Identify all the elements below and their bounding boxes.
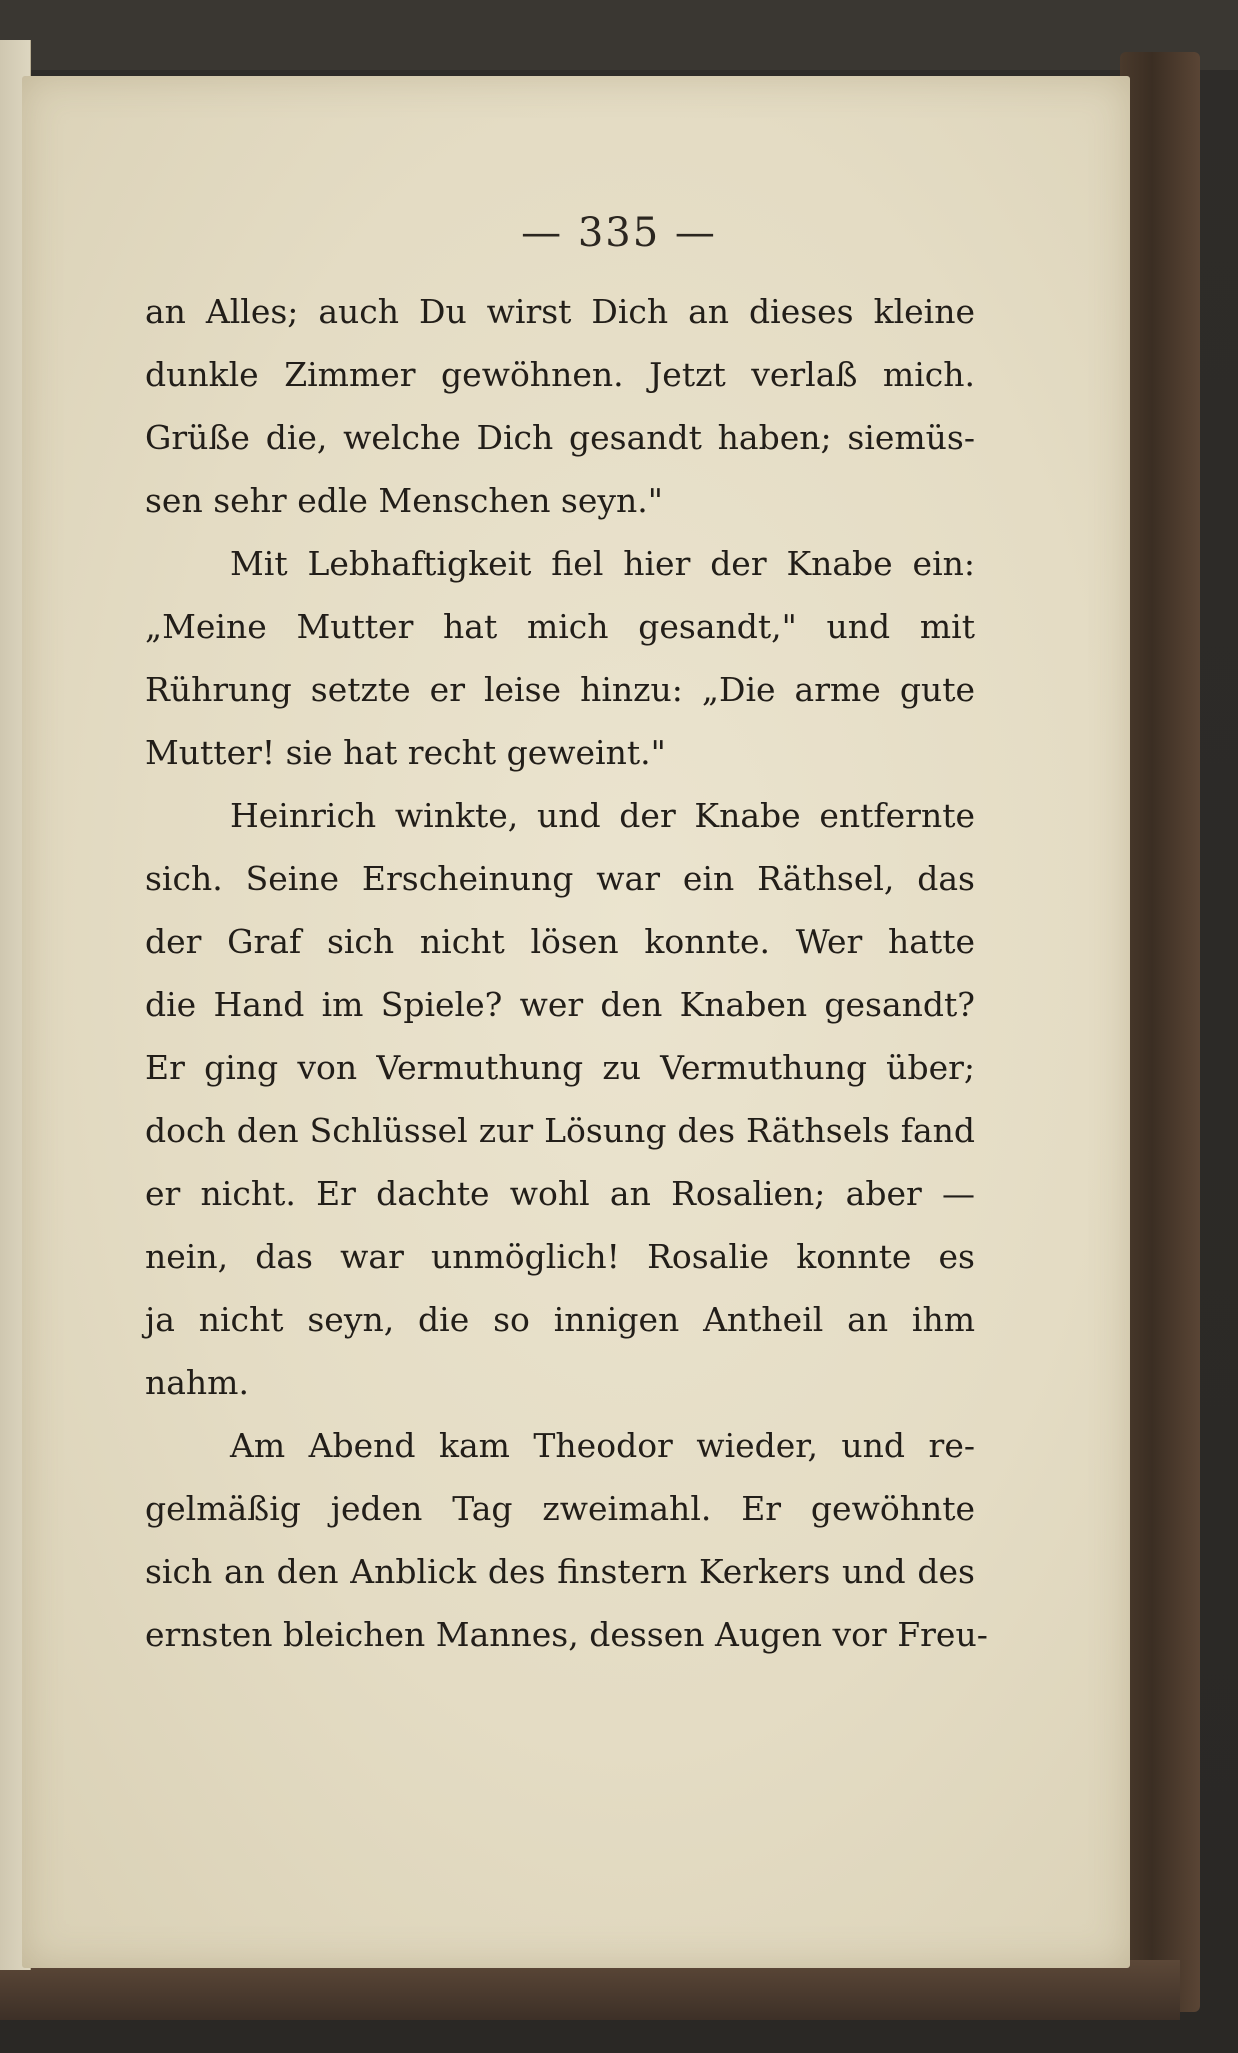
text-line: Rührung setzte er leise hinzu: „Die arme gute: [145, 670, 975, 709]
text-line: Mit Lebhaftigkeit fiel hier der Knabe ein:: [230, 544, 975, 583]
text-line: doch den Schlüssel zur Lösung des Räthsels fand: [145, 1111, 975, 1150]
book-cover-edge: [1120, 52, 1200, 2012]
text-line: nahm.: [145, 1363, 249, 1402]
text-line: sen sehr edle Menschen seyn.": [145, 481, 663, 520]
text-line: der Graf sich nicht lösen konnte. Wer hatte: [145, 922, 975, 961]
text-line: Er ging von Vermuthung zu Vermuthung über;: [145, 1048, 975, 1087]
text-line: „Meine Mutter hat mich gesandt," und mit: [145, 607, 975, 646]
text-line: ja nicht seyn, die so innigen Antheil an ihm: [145, 1300, 975, 1339]
text-line: Grüße die, welche Dich gesandt haben; siemüs-: [145, 418, 975, 457]
text-line: sich. Seine Erscheinung war ein Räthsel, das: [145, 859, 975, 898]
text-line: sich an den Anblick des finstern Kerkers und des: [145, 1552, 975, 1591]
text-line: Am Abend kam Theodor wieder, und re-: [230, 1426, 975, 1465]
book-cover-bottom: [0, 1960, 1180, 2020]
text-line: nein, das war unmöglich! Rosalie konnte es: [145, 1237, 975, 1276]
text-line: gelmäßig jeden Tag zweimahl. Er gewöhnte: [145, 1489, 975, 1528]
text-line: dunkle Zimmer gewöhnen. Jetzt verlaß mich.: [145, 355, 975, 394]
text-line: Heinrich winkte, und der Knabe entfernte: [230, 796, 975, 835]
page-number: — 335 —: [521, 210, 717, 256]
text-line: er nicht. Er dachte wohl an Rosalien; aber —: [145, 1174, 975, 1213]
text-line: ernsten bleichen Mannes, dessen Augen vor Freu-: [145, 1615, 988, 1654]
page-header: [0, 210, 1238, 256]
page-body: [145, 280, 988, 1666]
text-line: Mutter! sie hat recht geweint.": [145, 733, 666, 772]
binding-shadow: [0, 0, 1238, 70]
text-line: an Alles; auch Du wirst Dich an dieses kleine: [145, 292, 975, 331]
text-line: die Hand im Spiele? wer den Knaben gesandt?: [145, 985, 975, 1024]
